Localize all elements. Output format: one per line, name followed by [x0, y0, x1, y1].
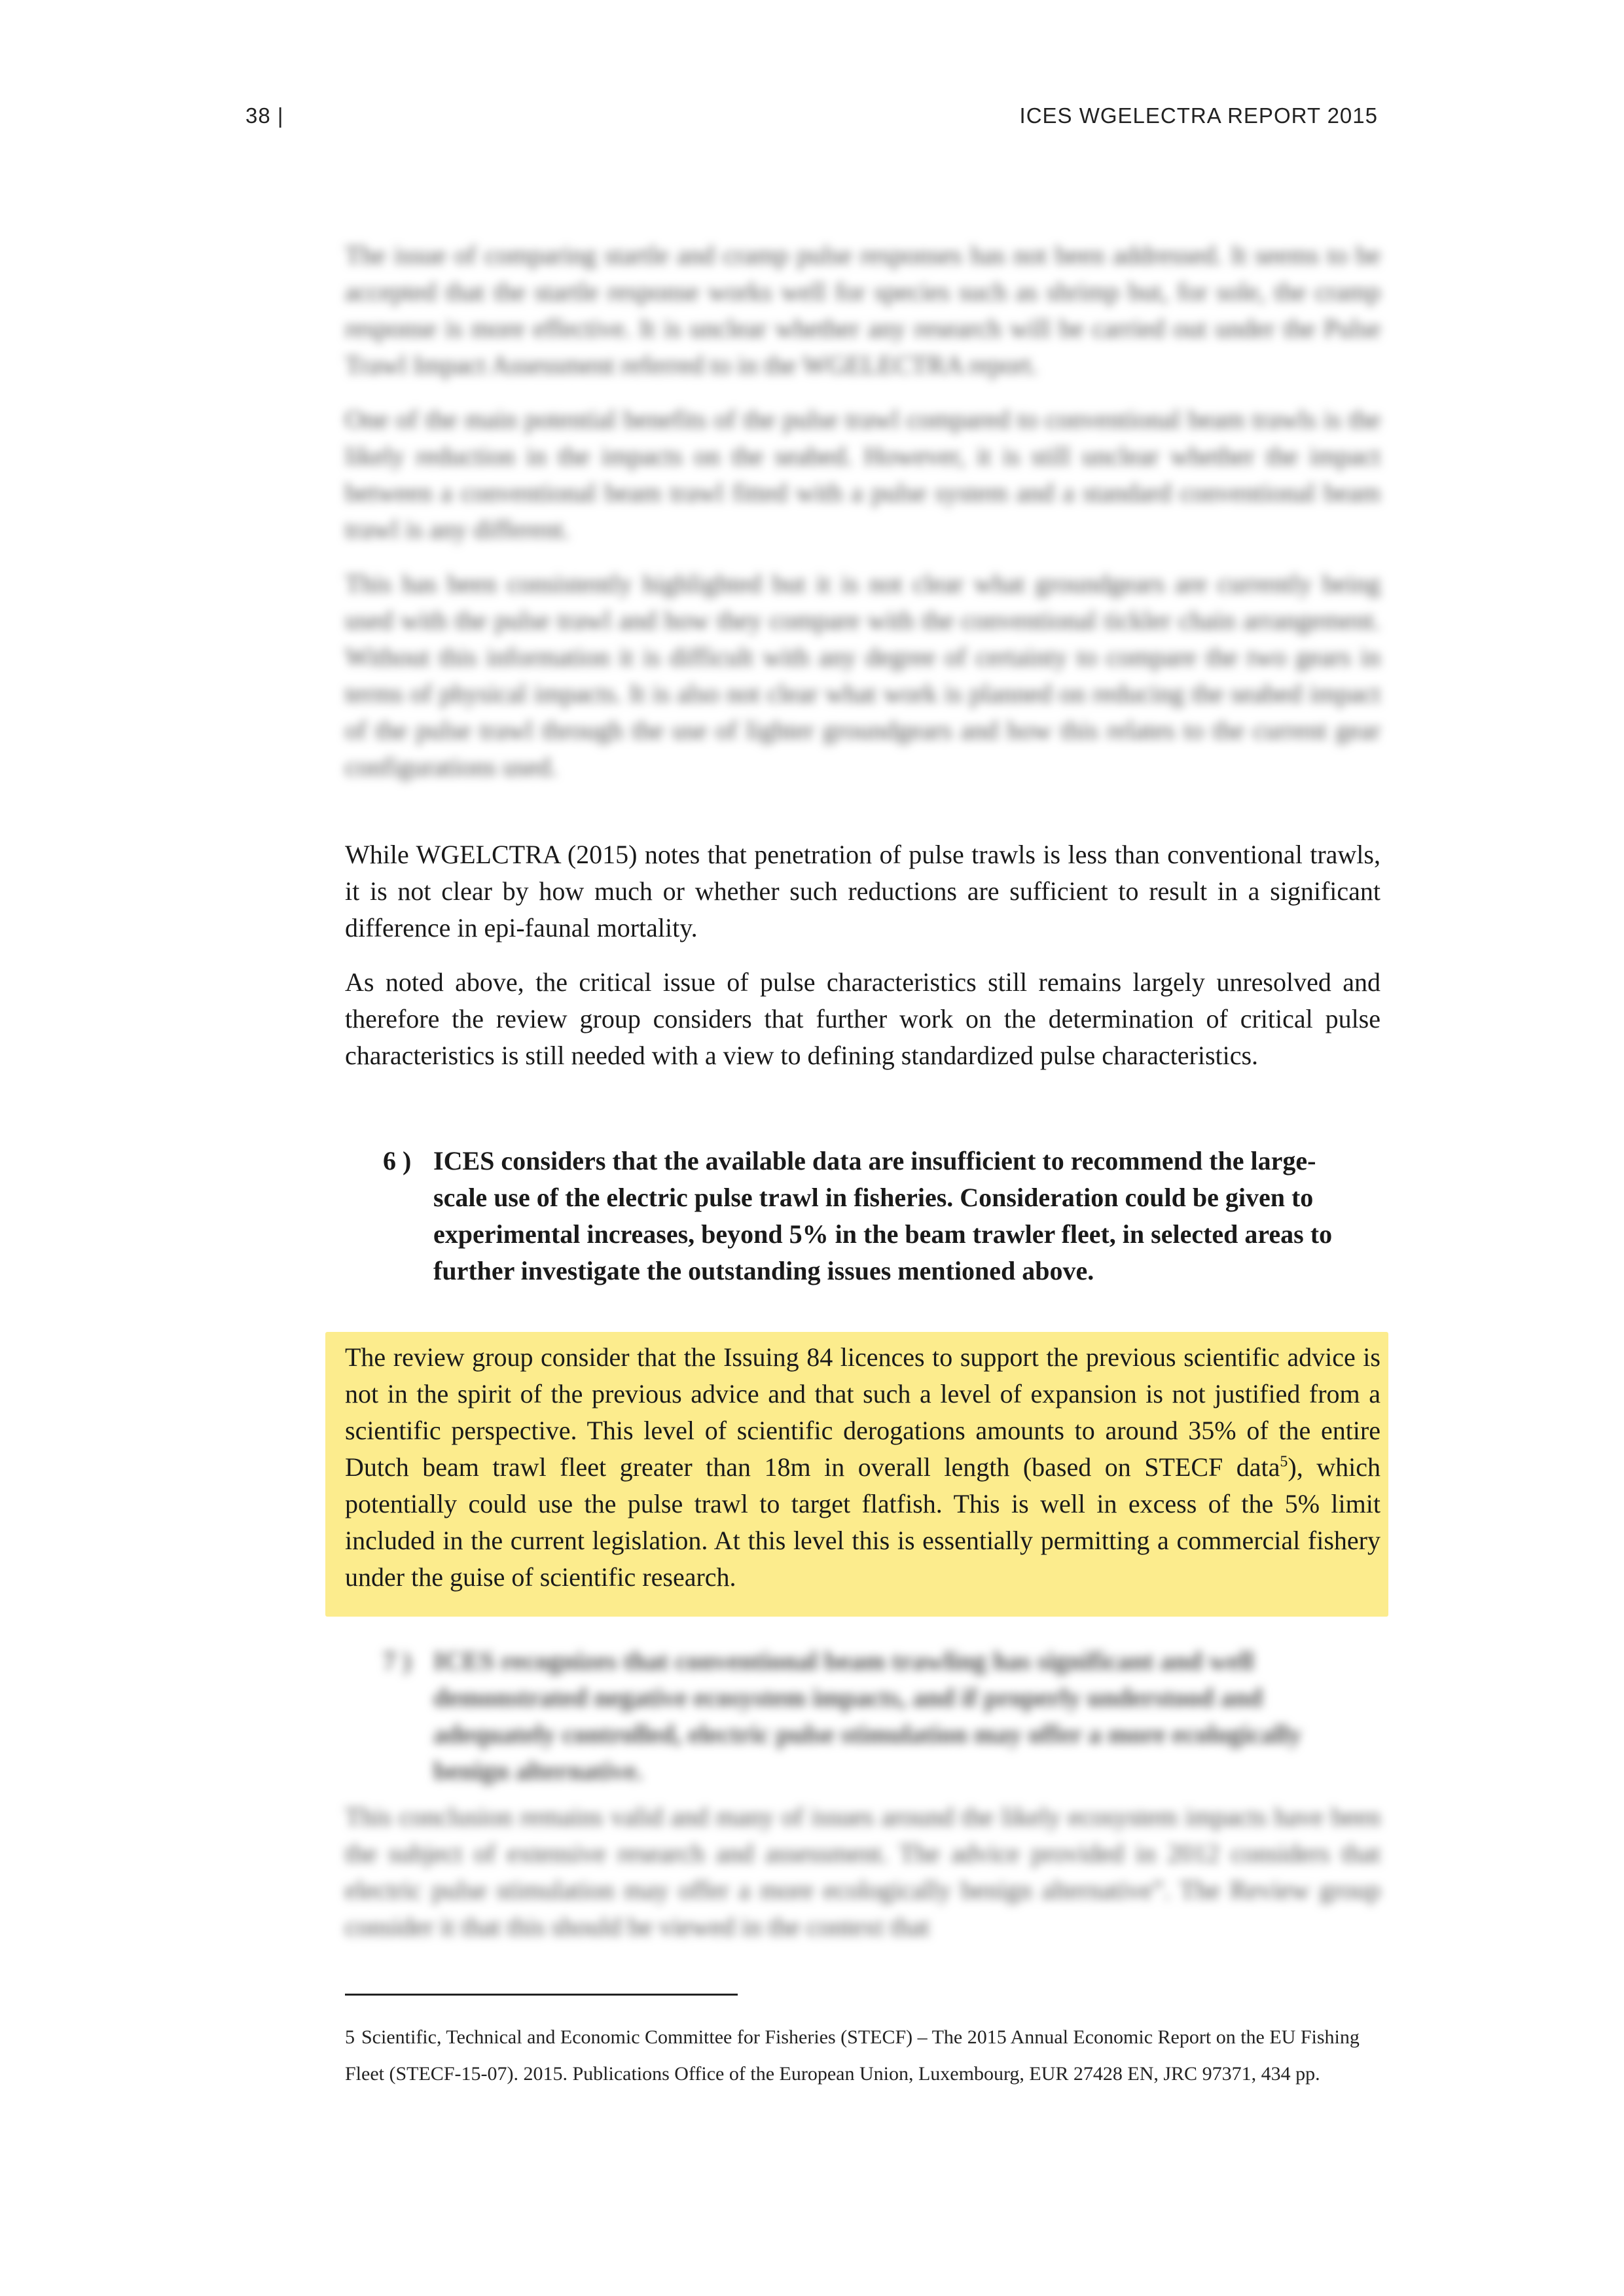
footnote-divider	[345, 1994, 738, 1996]
blurred-bottom-section	[345, 1799, 1380, 1963]
blurred-top-section	[345, 237, 1380, 803]
highlight-text-after: ), which potentially could use the pulse trawl to target flatfish. This is well in excess of the 5% limit included in the current legislation. At this level this is essentially permitting a commercial fishery under the guise of scientific research.	[345, 1452, 1380, 1592]
footnote-number: 5	[345, 2026, 355, 2048]
recommendation-text: ICES recognizes that conventional beam trawling has significant and well demonstrated negative ecosystem impacts, and if properly understood and adequately controlled, electric pulse stimulation may offer a more ecologically benign alternative.	[433, 1646, 1302, 1785]
paragraph-while: While WGELCTRA (2015) notes that penetration of pulse trawls is less than conventional trawls, it is not clear by how much or whether such reductions are sufficient to result in a significant difference in epi-faunal mortality.	[345, 840, 1380, 942]
blurred-paragraph-1: The issue of comparing startle and cramp pulse responses has not been addressed. It seems to be accepted that the startle response works well for species such as shrimp but, for sole, the cramp response is more effective. It is unclear whether any research will be carried out under the Pulse Trawl Impact Assessment referred to in the WGELECTRA report.	[345, 240, 1380, 380]
blurred-paragraph-2: One of the main potential benefits of the pulse trawl compared to conventional beam trawls is the likely reduction in the impacts on the seabed. However, it is still unclear whether the impact between a conventional beam trawl fitted with a pulse system and a standard conventional beam trawl is any different.	[345, 404, 1380, 544]
recommendation-6	[383, 1143, 1342, 1289]
report-title: ICES WGELECTRA REPORT 2015	[1019, 103, 1378, 128]
recommendation-7	[383, 1643, 1342, 1789]
highlighted-paragraph	[345, 1339, 1380, 1596]
footnote-text: Scientific, Technical and Economic Committee for Fisheries (STECF) – The 2015 Annual Economic Report on the EU Fishing Fleet (STECF-15-07). 2015. Publications Office of the European Union, Luxembourg, EUR 27428 EN, JRC 97371, 434 pp.	[345, 2026, 1360, 2085]
page-header	[245, 103, 1378, 136]
footnote-reference[interactable]: 5	[1280, 1453, 1288, 1471]
paragraph-noted: As noted above, the critical issue of pulse characteristics still remains largely unresolved and therefore the review group considers that further work on the determination of critical pulse characteristics is still needed with a view to defining standardized pulse characteristics.	[345, 967, 1380, 1070]
highlight-text-before: The review group consider that the Issuing 84 licences to support the previous scientific advice is not in the spirit of the previous advice and that such a level of expansion is not justified from a scientific perspective. This level of scientific derogations amounts to around 35% of the entire Dutch beam trawl fleet greater than 18m in overall length (based on STECF data	[345, 1342, 1380, 1482]
footnote	[345, 2019, 1380, 2092]
blurred-paragraph-3: This has been consistently highlighted but it is not clear what groundgears are currently being used with the pulse trawl and how they compare with the conventional tickler chain arrangement. Without this information it is difficult with any degree of certainty to compare the two gears in terms of physical impacts. It is also not clear what work is planned on reducing the seabed impact of the pulse trawl through the use of lighter groundgears and how this relates to the current gear configurations used.	[345, 569, 1380, 781]
blurred-paragraph-4: This conclusion remains valid and many of issues around the likely ecosystem impacts have been the subject of extensive research and assessment. The advice provided in 2012 considers that electric pulse stimulation may offer a more ecologically benign alternative”. The Review group consider it that this should be viewed in the context that	[345, 1802, 1380, 1941]
recommendation-text: ICES considers that the available data are insufficient to recommend the large-scale use of the electric pulse trawl in fisheries. Consideration could be given to experimental increases, beyond 5% in the beam trawler fleet, in selected areas to further investigate the outstanding issues mentioned above.	[433, 1146, 1333, 1285]
clear-section	[345, 836, 1380, 1092]
page-number: 38 |	[245, 103, 284, 128]
recommendation-number: 7 )	[383, 1646, 412, 1676]
recommendation-number: 6 )	[383, 1146, 412, 1175]
